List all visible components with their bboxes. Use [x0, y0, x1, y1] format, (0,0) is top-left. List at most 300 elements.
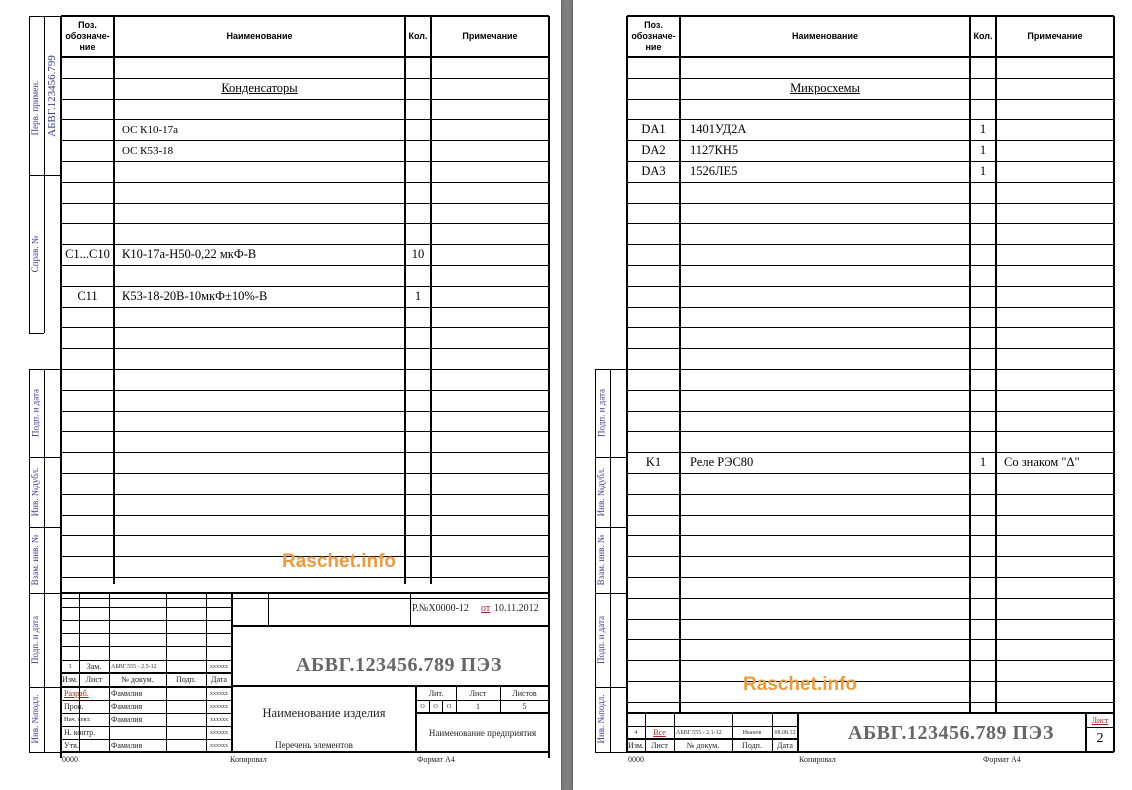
row-pos	[61, 494, 114, 515]
row-note	[1004, 515, 1114, 536]
sheet-page-2	[573, 0, 1132, 790]
col-label-list: Лист	[85, 675, 103, 684]
row-qty	[970, 223, 996, 244]
row-note	[1004, 203, 1114, 224]
rule-line	[627, 712, 1114, 714]
row-pos	[627, 577, 680, 598]
row-note	[1004, 660, 1114, 681]
row-pos	[61, 473, 114, 494]
row-qty	[405, 327, 431, 348]
row-pos	[61, 223, 114, 244]
row-note	[1004, 161, 1114, 182]
row-pos	[627, 535, 680, 556]
row-pos	[627, 244, 680, 265]
row-qty	[970, 577, 996, 598]
row-qty	[405, 348, 431, 369]
row-note	[437, 78, 549, 99]
row-qty: 1	[979, 163, 987, 178]
lit-label: Лит.	[428, 689, 444, 698]
row-pos	[61, 140, 114, 161]
row-pos	[61, 265, 114, 286]
row-note	[1004, 411, 1114, 432]
row-name	[122, 411, 405, 432]
row-qty	[405, 99, 431, 120]
role-name: Фамилия	[111, 715, 143, 724]
sheet-page-1	[0, 0, 561, 790]
row-note	[437, 348, 549, 369]
rule-line	[29, 175, 44, 176]
row-pos	[627, 327, 680, 348]
row-name	[690, 286, 970, 307]
footer-mid: Копировал	[230, 754, 267, 764]
row-name: Микросхемы	[790, 80, 860, 95]
row-qty	[405, 307, 431, 328]
row-qty	[405, 431, 431, 452]
row-name: Конденсаторы	[221, 80, 298, 95]
row-name	[690, 535, 970, 556]
role-date: xxxxxx	[210, 703, 228, 710]
row-qty	[970, 203, 996, 224]
col-header-note: Примечание	[462, 31, 518, 41]
row-note	[437, 265, 549, 286]
role-label: Утв.	[64, 741, 79, 750]
col-label-izm: Изм.	[628, 741, 644, 750]
row-note	[1004, 119, 1114, 140]
row-name	[690, 203, 970, 224]
row-pos	[627, 78, 680, 99]
row-name	[122, 452, 405, 473]
row-pos	[627, 307, 680, 328]
row-name	[690, 307, 970, 328]
row-note	[437, 431, 549, 452]
row-pos	[627, 223, 680, 244]
row-pos	[627, 639, 680, 660]
rule-line	[610, 369, 611, 752]
row-qty	[970, 431, 996, 452]
change-name: Иванов	[742, 729, 762, 736]
listov-value: 5	[522, 702, 527, 711]
rule-line	[268, 593, 269, 626]
row-pos	[627, 494, 680, 515]
row-note	[1004, 78, 1114, 99]
row-pos	[61, 182, 114, 203]
row-name	[122, 431, 405, 452]
row-note	[1004, 244, 1114, 265]
rule-line	[44, 16, 45, 175]
rule-line	[44, 16, 61, 17]
row-qty: 1	[414, 288, 422, 303]
row-name	[122, 99, 405, 120]
row-qty	[970, 494, 996, 515]
row-note	[1004, 182, 1114, 203]
row-qty	[405, 78, 431, 99]
row-pos	[61, 119, 114, 140]
product-name: Наименование изделия	[262, 705, 386, 720]
row-qty	[405, 182, 431, 203]
row-qty	[970, 307, 996, 328]
row-pos	[627, 265, 680, 286]
row-note	[437, 494, 549, 515]
row-name	[690, 639, 970, 660]
row-name	[690, 411, 970, 432]
row-name	[690, 619, 970, 640]
row-name	[690, 431, 970, 452]
row-pos	[61, 78, 114, 99]
row-note	[437, 182, 549, 203]
col-label-doc: № докум.	[686, 741, 720, 750]
row-qty	[405, 494, 431, 515]
row-name	[122, 369, 405, 390]
row-pos	[61, 411, 114, 432]
col-label-izm: Изм.	[62, 675, 78, 684]
col-label-data: Дата	[777, 741, 793, 750]
list-value: 2	[1096, 731, 1104, 746]
row-name	[122, 203, 405, 224]
row-qty	[405, 577, 431, 598]
change-n: 4	[634, 729, 638, 736]
role-date: xxxxxx	[210, 690, 228, 697]
row-note	[437, 473, 549, 494]
row-qty	[970, 535, 996, 556]
row-note	[1004, 681, 1114, 702]
row-pos	[61, 369, 114, 390]
row-name	[690, 244, 970, 265]
list-value: 1	[476, 702, 480, 711]
change-date: xxxxxx	[210, 663, 228, 670]
row-note	[1004, 556, 1114, 577]
row-name	[690, 182, 970, 203]
row-qty	[970, 473, 996, 494]
row-note	[437, 223, 549, 244]
row-qty	[405, 452, 431, 473]
row-note	[437, 140, 549, 161]
row-qty	[970, 244, 996, 265]
row-name	[690, 515, 970, 536]
row-name	[690, 390, 970, 411]
row-qty	[405, 265, 431, 286]
col-header-qty: Кол.	[973, 31, 993, 41]
row-qty	[970, 411, 996, 432]
footer-mid: Копировал	[799, 754, 836, 764]
role-name: Фамилия	[111, 741, 143, 750]
lit-3: O	[446, 703, 452, 710]
row-pos	[627, 390, 680, 411]
row-qty	[970, 515, 996, 536]
rule-line	[61, 607, 232, 608]
row-name	[690, 327, 970, 348]
col-label-doc: № докум.	[121, 675, 154, 684]
row-pos	[61, 203, 114, 224]
side-sprav: Справ. №	[30, 235, 40, 273]
side-code: АБВГ.123456.799	[46, 55, 58, 137]
row-note	[1004, 140, 1114, 161]
row-qty	[970, 78, 996, 99]
row-name	[122, 182, 405, 203]
row-qty	[970, 348, 996, 369]
row-pos	[627, 348, 680, 369]
row-note	[1004, 286, 1114, 307]
row-qty	[970, 556, 996, 577]
row-note	[1004, 494, 1114, 515]
col-header-name: Наименование	[226, 31, 293, 41]
row-note	[1004, 598, 1114, 619]
row-qty	[970, 286, 996, 307]
row-qty	[405, 161, 431, 182]
row-note	[437, 369, 549, 390]
row-qty	[405, 411, 431, 432]
row-qty	[970, 681, 996, 702]
change-zam: Зам.	[86, 662, 102, 671]
row-qty	[970, 327, 996, 348]
row-pos	[61, 99, 114, 120]
row-pos	[627, 431, 680, 452]
row-pos	[61, 577, 114, 598]
watermark: Raschet.info	[282, 551, 397, 572]
row-name	[122, 494, 405, 515]
role-name: Фамилия	[111, 702, 143, 711]
side-perv-primen: Перв. примен.	[30, 80, 40, 136]
row-name: 1127КН5	[690, 143, 739, 158]
col-label-data: Дата	[211, 675, 227, 684]
col-header-note: Примечание	[1027, 31, 1083, 41]
change-doc: АБВГ.555 - 2.5-12	[111, 663, 157, 670]
side-podp-data: Подп. и дата	[30, 388, 40, 438]
row-pos	[61, 390, 114, 411]
row-name	[690, 265, 970, 286]
row-pos	[61, 348, 114, 369]
row-name	[690, 473, 970, 494]
row-qty	[970, 390, 996, 411]
row-name	[690, 494, 970, 515]
side-podp-data-2: Подп. и дата	[596, 615, 606, 665]
row-pos	[627, 182, 680, 203]
row-note	[437, 390, 549, 411]
row-name	[122, 577, 405, 598]
row-note	[437, 411, 549, 432]
col-label-podp: Подп.	[742, 741, 762, 750]
list-label: Лист	[469, 689, 487, 698]
role-date: xxxxxx	[210, 742, 228, 749]
rule-line	[29, 593, 61, 594]
row-qty	[405, 390, 431, 411]
row-note	[437, 327, 549, 348]
list-label: Лист	[1091, 716, 1109, 725]
change-n: 3	[68, 663, 72, 670]
row-note	[437, 119, 549, 140]
role-name: Фамилия	[111, 689, 143, 698]
row-qty	[405, 473, 431, 494]
row-note	[1004, 327, 1114, 348]
footer-right: Формат А4	[417, 754, 455, 764]
row-name: 1526ЛЕ5	[690, 163, 738, 178]
row-qty: 1	[979, 143, 987, 158]
row-name	[122, 390, 405, 411]
change-doc: АБВГ.555 - 2.1-12	[676, 729, 722, 736]
row-name: Реле РЭС80	[690, 455, 754, 470]
row-qty	[970, 57, 996, 78]
row-qty	[405, 203, 431, 224]
row-note	[1004, 431, 1114, 452]
row-note: Со знаком "Δ"	[1004, 455, 1080, 470]
col-label-list: Лист	[651, 741, 668, 750]
rule-line	[232, 625, 549, 627]
row-name	[122, 161, 405, 182]
row-name	[690, 99, 970, 120]
col-header-name: Наименование	[791, 31, 859, 41]
row-pos	[627, 660, 680, 681]
row-qty	[970, 660, 996, 681]
side-inv-dubl: Инв. №дубл.	[596, 467, 606, 517]
side-inv-podl: Инв. №подл.	[30, 694, 40, 744]
role-date: xxxxxx	[210, 729, 228, 736]
role-label: Разраб.	[64, 689, 89, 698]
watermark: Raschet.info	[743, 674, 858, 695]
rule-line	[61, 592, 549, 594]
row-qty: 10	[411, 247, 425, 262]
row-note	[437, 452, 549, 473]
col-label-podp: Подп.	[176, 675, 196, 684]
row-pos	[627, 57, 680, 78]
col-header-pos: Поз. обозначе- ние	[631, 20, 676, 52]
row-name	[690, 223, 970, 244]
row-name: К53-18-20В-10мкФ±10%-В	[122, 288, 268, 303]
row-note	[437, 161, 549, 182]
row-pos	[627, 473, 680, 494]
row-pos	[627, 411, 680, 432]
row-pos	[627, 369, 680, 390]
row-note	[1004, 307, 1114, 328]
row-name	[122, 223, 405, 244]
row-name	[690, 57, 970, 78]
rule-line	[595, 593, 627, 594]
row-note	[1004, 577, 1114, 598]
ref-date: 10.11.2012	[494, 602, 539, 614]
row-name	[122, 307, 405, 328]
role-name	[111, 726, 168, 739]
row-pos	[627, 619, 680, 640]
row-qty: 1	[979, 455, 987, 470]
row-name	[122, 57, 405, 78]
rule-line	[61, 598, 549, 599]
row-name: ОС К10-17а	[122, 123, 179, 136]
side-vzam-inv: Взам. инв. №	[596, 534, 606, 586]
ref-ot: от	[481, 602, 491, 614]
side-vzam-inv: Взам. инв. №	[30, 534, 40, 586]
row-name	[690, 556, 970, 577]
row-pos	[627, 99, 680, 120]
row-qty	[970, 639, 996, 660]
row-qty	[405, 140, 431, 161]
row-pos	[61, 431, 114, 452]
lit-2: O	[433, 703, 438, 710]
rule-line	[61, 646, 232, 647]
row-name: ОС К53-18	[122, 144, 174, 157]
row-name: 1401УД2А	[690, 122, 747, 137]
listov-label: Листов	[512, 689, 537, 698]
row-qty	[970, 182, 996, 203]
row-qty	[970, 265, 996, 286]
rule-line	[61, 620, 232, 621]
rule-line	[44, 369, 45, 752]
row-qty	[405, 57, 431, 78]
row-pos	[627, 203, 680, 224]
row-pos: C11	[77, 288, 98, 303]
side-inv-podl: Инв. №подл.	[596, 694, 606, 744]
row-pos	[61, 515, 114, 536]
lit-1: O	[420, 703, 425, 710]
ref-number: Р.№Х0000-12	[412, 602, 469, 614]
rule-line	[29, 752, 61, 753]
row-note	[1004, 473, 1114, 494]
row-note	[437, 203, 549, 224]
row-qty	[405, 119, 431, 140]
change-date: 08.08.12	[774, 729, 796, 736]
side-podp-data-2: Подп. и дата	[30, 615, 40, 665]
row-name	[122, 515, 405, 536]
row-note	[437, 286, 549, 307]
row-pos	[61, 57, 114, 78]
footer-left: 0000	[628, 754, 644, 764]
change-vse: Все	[653, 728, 666, 737]
row-name	[690, 348, 970, 369]
row-qty	[970, 99, 996, 120]
role-label: Нач. сект.	[64, 716, 91, 723]
role-label: Пров.	[64, 702, 84, 711]
side-podp-data: Подп. и дата	[596, 388, 606, 438]
row-note	[437, 556, 549, 577]
row-note	[1004, 639, 1114, 660]
row-pos	[627, 598, 680, 619]
row-name	[690, 598, 970, 619]
rule-line	[61, 633, 232, 634]
col-header-pos: Поз. обозначе- ние	[65, 20, 110, 52]
doc-title: Перечень элементов	[275, 739, 353, 750]
row-qty	[405, 369, 431, 390]
row-note	[1004, 369, 1114, 390]
col-header-qty: Кол.	[408, 31, 428, 41]
row-note	[1004, 348, 1114, 369]
row-pos	[61, 556, 114, 577]
footer-left: 0000	[62, 754, 78, 764]
rule-line	[410, 593, 411, 626]
row-qty	[970, 369, 996, 390]
doc-code: АБВГ.123456.789 ПЭЗ	[296, 653, 502, 676]
row-qty	[405, 515, 431, 536]
rule-line	[29, 16, 44, 17]
row-note	[1004, 223, 1114, 244]
row-name	[122, 473, 405, 494]
row-qty: 1	[979, 122, 987, 137]
row-pos: K1	[645, 455, 662, 470]
row-note	[1004, 99, 1114, 120]
row-note	[1004, 265, 1114, 286]
rule-line	[44, 175, 61, 176]
row-name: К10-17а-Н50-0,22 мкФ-В	[122, 247, 257, 262]
role-label: Н. контр.	[64, 728, 96, 737]
footer-right: Формат А4	[983, 754, 1021, 764]
row-name	[122, 327, 405, 348]
doc-code: АБВГ.123456.789 ПЭЗ	[848, 721, 1054, 744]
row-note	[437, 307, 549, 328]
role-date: xxxxxx	[210, 716, 228, 723]
row-pos: C1...C10	[65, 247, 110, 262]
row-qty	[970, 619, 996, 640]
row-pos	[627, 556, 680, 577]
row-note	[437, 515, 549, 536]
row-note	[437, 244, 549, 265]
row-note	[1004, 57, 1114, 78]
row-pos	[61, 327, 114, 348]
